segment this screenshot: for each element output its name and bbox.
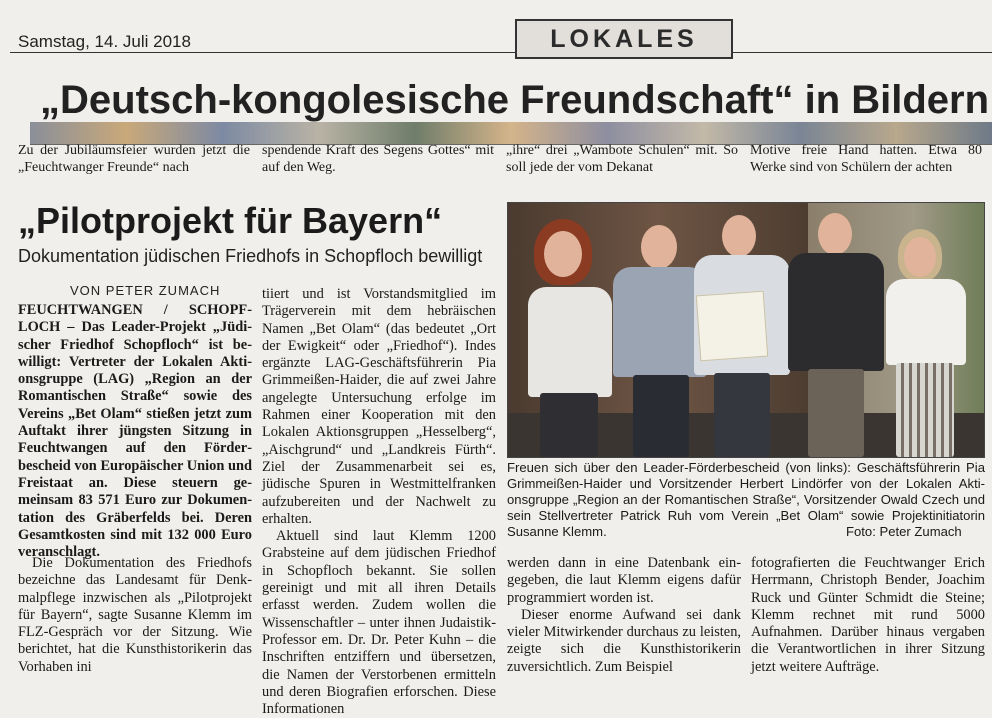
paragraph-text: Dieser enorme Aufwand sei dank vieler Mitwirkender durchaus zu leisten, zeigte sich die Kunsthistorikerin zuversichtlich. Zum Beispiel bbox=[507, 606, 741, 675]
previous-article-column-4: Motive freie Hand hatten. Etwa 80 Werke sind von Schülern der achten bbox=[750, 143, 982, 175]
article-paragraph-1 bbox=[18, 555, 252, 676]
paragraph-text: tiiert und ist Vorstandsmitglied im Trägerverein mit dem hebräischen Namen „Bet Olam“ (das bedeutet „Ort der Ewigkeit“ oder „Friedhof“). Indes ergänzte LAG-Geschäftsführerin Pia Grimmeißen-Haider, die auf zwei Jahre angelegte Untersuchung erfolge im Rahmen einer Kooperation mit den Lokalen Aktionsgruppen „Hesselberg“, „Aischgrund“ und „Landkreis Fürth“. Ziel der Zusammenarbeit sei es, jüdische Spuren in Westmittelfranken aufzubereiten und der Nachwelt zu erhalten. bbox=[262, 286, 496, 527]
photo-credit: Foto: Peter Zumach bbox=[846, 524, 962, 539]
section-label: LOKALES bbox=[515, 19, 733, 59]
article-byline: VON PETER ZUMACH bbox=[70, 283, 221, 298]
article-photo bbox=[507, 202, 985, 458]
paragraph-text: werden dann in eine Datenbank eingegeben, die laut Klemm eigens dafür programmiert worden ist. bbox=[507, 555, 741, 606]
article-column-4 bbox=[751, 555, 985, 676]
article-column-3 bbox=[507, 555, 741, 676]
article-column-2 bbox=[262, 286, 496, 718]
previous-article-headline: „Deutsch-kongolesische Freundschaft“ in Bildern bbox=[40, 78, 990, 122]
issue-date: Samstag, 14. Juli 2018 bbox=[18, 32, 191, 51]
certificate-document bbox=[696, 291, 768, 362]
header-rule bbox=[10, 52, 992, 53]
photo-caption: Freuen sich über den Leader-Förderbescheid (von links): Geschäftsführerin Pia Grimmeißen-Haider und Vorsitzender Herbert Lindörfer von der Lokalen Aktionsgruppe „Region an der Romantischen Straße“, Vorsitzender Owald Czech und sein Stellvertreter Patrick Ruh vom Verein „Bet Olam“ sowie Projektinitiatorin Susanne Klemm. bbox=[507, 460, 985, 539]
paragraph-text: fotografierten die Feuchtwanger Erich Herrmann, Christoph Bender, Joachim Ruck und Günter Schmidt die Steine; Klemm rechnet mit rund 5000 Aufnahmen. Darüber hinaus vergaben die Verantwortlichen in ihrer Sitzung jetzt weitere Aufträge. bbox=[751, 555, 985, 675]
previous-article-column-3: „ihre“ drei „Wambote Schulen“ mit. So soll jede der vom Dekanat bbox=[506, 143, 738, 175]
paragraph-text: Die Dokumentation des Friedhofs bezeichne das Landesamt für Denkmalpflege inzwischen als „Pilotprojekt für Bayern“, sagte Susanne Klemm im FLZ-Gespräch vor der Sitzung. Wie berichtet, hat die Kunsthistorikerin das Vorhaben ini bbox=[18, 555, 252, 675]
previous-article-column-2: spendende Kraft des Segens Gottes“ mit auf den Weg. bbox=[262, 143, 494, 175]
previous-article-column-1: Zu der Jubiläumsfeier wurden jetzt die „Feuchtwanger Freunde“ nach bbox=[18, 143, 250, 175]
article-headline: „Pilotprojekt für Bayern“ bbox=[18, 200, 443, 241]
article-subheadline: Dokumentation jüdischen Friedhofs in Schopfloch bewilligt bbox=[18, 246, 483, 266]
paragraph-text: Aktuell sind laut Klemm 1200 Grabsteine auf dem jüdischen Friedhof in Schopfloch bekannt. Sie sollen gereinigt und mit all ihren Details erfasst werden. Zudem wollen die Wissenschaftler – unter ihnen Judaistik-Professor em. Dr. Dr. Peter Kuhn – die Inschriften entziffern und übersetzen, die Namen der Verstorbenen ermitteln und deren Biografien erforschen. Diese Informationen bbox=[262, 528, 496, 718]
article-lead: FEUCHTWANGEN / SCHOPFLOCH – Das Leader-Projekt „Jüdischer Friedhof Schopfloch“ ist bewilligt: Vertreter der Lokalen Aktionsgruppe (LAG) „Region an der Romantischen Straße“ sowie des Vereins „Bet Olam“ stießen jetzt zum Auftakt ihrer jüngsten Sitzung in Feuchtwangen auf den Förderbescheid von Europäischer Union und Freistaat an. Diese steuern gemeinsam 83 571 Euro zur Dokumentation des Gräberfelds bei. Deren Gesamtkosten sind mit 132 000 Euro veranschlagt. bbox=[18, 302, 252, 561]
